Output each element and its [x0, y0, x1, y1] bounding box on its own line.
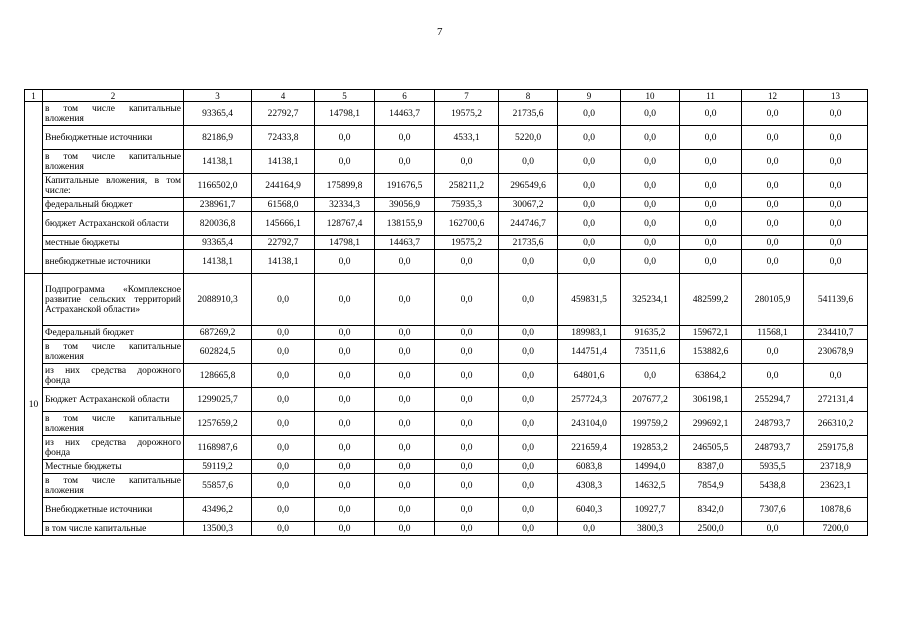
row-label: Капитальные вложения, в том числе:	[43, 174, 184, 198]
value-cell: 14463,7	[375, 102, 435, 126]
value-cell: 0,0	[742, 250, 804, 274]
value-cell: 0,0	[315, 412, 375, 436]
value-cell: 0,0	[742, 198, 804, 212]
value-cell: 0,0	[804, 174, 868, 198]
value-cell: 0,0	[742, 364, 804, 388]
value-cell: 0,0	[621, 364, 680, 388]
value-cell: 0,0	[499, 498, 558, 522]
value-cell: 221659,4	[558, 436, 621, 460]
value-cell: 602824,5	[184, 340, 252, 364]
header-cell: 1	[25, 90, 43, 102]
value-cell: 192853,2	[621, 436, 680, 460]
value-cell: 0,0	[315, 460, 375, 474]
value-cell: 0,0	[252, 326, 315, 340]
row-number-cell	[25, 102, 43, 274]
value-cell: 0,0	[375, 522, 435, 536]
value-cell: 0,0	[742, 174, 804, 198]
value-cell: 244746,7	[499, 212, 558, 236]
value-cell: 0,0	[804, 126, 868, 150]
value-cell: 207677,2	[621, 388, 680, 412]
value-cell: 0,0	[804, 250, 868, 274]
value-cell: 14994,0	[621, 460, 680, 474]
value-cell: 145666,1	[252, 212, 315, 236]
value-cell: 0,0	[435, 340, 499, 364]
value-cell: 0,0	[558, 102, 621, 126]
value-cell: 23718,9	[804, 460, 868, 474]
table-row	[25, 474, 868, 498]
value-cell: 0,0	[435, 498, 499, 522]
value-cell: 234410,7	[804, 326, 868, 340]
value-cell: 0,0	[621, 250, 680, 274]
table-body	[25, 90, 868, 536]
value-cell: 91635,2	[621, 326, 680, 340]
value-cell: 687269,2	[184, 326, 252, 340]
value-cell: 159672,1	[680, 326, 742, 340]
value-cell: 0,0	[315, 340, 375, 364]
value-cell: 0,0	[804, 212, 868, 236]
value-cell: 19575,2	[435, 236, 499, 250]
value-cell: 0,0	[435, 150, 499, 174]
value-cell: 13500,3	[184, 522, 252, 536]
value-cell: 0,0	[680, 198, 742, 212]
table-row	[25, 436, 868, 460]
row-label: Внебюджетные источники	[43, 126, 184, 150]
value-cell: 0,0	[252, 364, 315, 388]
value-cell: 0,0	[499, 340, 558, 364]
value-cell: 1299025,7	[184, 388, 252, 412]
value-cell: 0,0	[680, 174, 742, 198]
value-cell: 4308,3	[558, 474, 621, 498]
table-row	[25, 198, 868, 212]
value-cell: 0,0	[252, 498, 315, 522]
value-cell: 5220,0	[499, 126, 558, 150]
value-cell: 175899,8	[315, 174, 375, 198]
value-cell: 0,0	[742, 126, 804, 150]
value-cell: 0,0	[315, 250, 375, 274]
value-cell: 257724,3	[558, 388, 621, 412]
value-cell: 0,0	[558, 236, 621, 250]
value-cell: 1257659,2	[184, 412, 252, 436]
value-cell: 0,0	[315, 522, 375, 536]
value-cell: 238961,7	[184, 198, 252, 212]
value-cell: 0,0	[499, 436, 558, 460]
value-cell: 14138,1	[252, 250, 315, 274]
row-label: в том числе капитальные	[43, 522, 184, 536]
value-cell: 0,0	[435, 474, 499, 498]
value-cell: 0,0	[742, 102, 804, 126]
value-cell: 14798,1	[315, 236, 375, 250]
value-cell: 0,0	[315, 326, 375, 340]
row-label: Федеральный бюджет	[43, 326, 184, 340]
value-cell: 14798,1	[315, 102, 375, 126]
value-cell: 14138,1	[252, 150, 315, 174]
value-cell: 0,0	[558, 126, 621, 150]
row-label: в том числе капитальные вложения	[43, 150, 184, 174]
header-cell: 3	[184, 90, 252, 102]
value-cell: 0,0	[680, 150, 742, 174]
value-cell: 5438,8	[742, 474, 804, 498]
value-cell: 0,0	[435, 364, 499, 388]
value-cell: 19575,2	[435, 102, 499, 126]
value-cell: 128665,8	[184, 364, 252, 388]
table-row	[25, 174, 868, 198]
value-cell: 0,0	[621, 212, 680, 236]
value-cell: 0,0	[375, 126, 435, 150]
value-cell: 0,0	[375, 412, 435, 436]
value-cell: 7307,6	[742, 498, 804, 522]
value-cell: 6083,8	[558, 460, 621, 474]
value-cell: 0,0	[742, 340, 804, 364]
value-cell: 0,0	[375, 364, 435, 388]
header-cell: 11	[680, 90, 742, 102]
header-cell: 12	[742, 90, 804, 102]
row-label: Подпрограмма «Комплексное развитие сельских территорий Астраханской области»	[43, 274, 184, 326]
table-row	[25, 250, 868, 274]
row-label: местные бюджеты	[43, 236, 184, 250]
value-cell: 0,0	[499, 474, 558, 498]
table-row	[25, 236, 868, 250]
value-cell: 61568,0	[252, 198, 315, 212]
header-row	[25, 90, 868, 102]
value-cell: 0,0	[742, 150, 804, 174]
value-cell: 0,0	[375, 150, 435, 174]
row-label: Местные бюджеты	[43, 460, 184, 474]
value-cell: 243104,0	[558, 412, 621, 436]
value-cell: 255294,7	[742, 388, 804, 412]
page-number: 7	[437, 26, 443, 38]
value-cell: 259175,8	[804, 436, 868, 460]
value-cell: 0,0	[252, 474, 315, 498]
value-cell: 128767,4	[315, 212, 375, 236]
value-cell: 0,0	[558, 198, 621, 212]
row-label: из них средства дорожного фонда	[43, 436, 184, 460]
value-cell: 59119,2	[184, 460, 252, 474]
table-row	[25, 102, 868, 126]
value-cell: 0,0	[375, 474, 435, 498]
value-cell: 0,0	[621, 198, 680, 212]
header-cell: 9	[558, 90, 621, 102]
value-cell: 21735,6	[499, 236, 558, 250]
value-cell: 0,0	[621, 150, 680, 174]
table-row	[25, 522, 868, 536]
value-cell: 0,0	[680, 126, 742, 150]
value-cell: 0,0	[621, 174, 680, 198]
value-cell: 299692,1	[680, 412, 742, 436]
value-cell: 0,0	[435, 326, 499, 340]
value-cell: 0,0	[499, 388, 558, 412]
value-cell: 0,0	[252, 460, 315, 474]
value-cell: 0,0	[804, 102, 868, 126]
row-label: из них средства дорожного фонда	[43, 364, 184, 388]
row-label: в том числе капитальные вложения	[43, 474, 184, 498]
value-cell: 0,0	[375, 326, 435, 340]
value-cell: 30067,2	[499, 198, 558, 212]
value-cell: 0,0	[499, 274, 558, 326]
value-cell: 0,0	[680, 102, 742, 126]
value-cell: 0,0	[375, 460, 435, 474]
value-cell: 0,0	[499, 326, 558, 340]
value-cell: 0,0	[621, 102, 680, 126]
budget-table	[24, 89, 868, 536]
header-cell: 6	[375, 90, 435, 102]
value-cell: 93365,4	[184, 236, 252, 250]
header-cell: 2	[43, 90, 184, 102]
value-cell: 0,0	[558, 174, 621, 198]
value-cell: 189983,1	[558, 326, 621, 340]
value-cell: 8387,0	[680, 460, 742, 474]
value-cell: 0,0	[680, 250, 742, 274]
value-cell: 72433,8	[252, 126, 315, 150]
value-cell: 0,0	[315, 436, 375, 460]
value-cell: 0,0	[315, 274, 375, 326]
value-cell: 0,0	[680, 236, 742, 250]
value-cell: 10927,7	[621, 498, 680, 522]
value-cell: 0,0	[252, 522, 315, 536]
value-cell: 0,0	[435, 460, 499, 474]
header-cell: 4	[252, 90, 315, 102]
value-cell: 11568,1	[742, 326, 804, 340]
value-cell: 0,0	[252, 274, 315, 326]
value-cell: 266310,2	[804, 412, 868, 436]
value-cell: 153882,6	[680, 340, 742, 364]
header-cell: 7	[435, 90, 499, 102]
value-cell: 0,0	[315, 474, 375, 498]
value-cell: 272131,4	[804, 388, 868, 412]
row-label: в том числе капитальные вложения	[43, 102, 184, 126]
value-cell: 0,0	[375, 250, 435, 274]
value-cell: 6040,3	[558, 498, 621, 522]
value-cell: 0,0	[435, 388, 499, 412]
value-cell: 55857,6	[184, 474, 252, 498]
value-cell: 0,0	[804, 198, 868, 212]
row-label: Бюджет Астраханской области	[43, 388, 184, 412]
value-cell: 0,0	[435, 522, 499, 536]
value-cell: 0,0	[375, 340, 435, 364]
value-cell: 14463,7	[375, 236, 435, 250]
value-cell: 0,0	[742, 212, 804, 236]
value-cell: 75935,3	[435, 198, 499, 212]
value-cell: 0,0	[252, 412, 315, 436]
value-cell: 14632,5	[621, 474, 680, 498]
value-cell: 191676,5	[375, 174, 435, 198]
value-cell: 14138,1	[184, 150, 252, 174]
value-cell: 8342,0	[680, 498, 742, 522]
value-cell: 1168987,6	[184, 436, 252, 460]
value-cell: 73511,6	[621, 340, 680, 364]
row-label: в том числе капитальные вложения	[43, 340, 184, 364]
value-cell: 32334,3	[315, 198, 375, 212]
value-cell: 138155,9	[375, 212, 435, 236]
value-cell: 0,0	[558, 150, 621, 174]
table-row	[25, 498, 868, 522]
value-cell: 482599,2	[680, 274, 742, 326]
value-cell: 230678,9	[804, 340, 868, 364]
header-cell: 10	[621, 90, 680, 102]
table-row	[25, 340, 868, 364]
value-cell: 0,0	[315, 498, 375, 522]
value-cell: 0,0	[315, 126, 375, 150]
table-row	[25, 274, 868, 326]
value-cell: 325234,1	[621, 274, 680, 326]
value-cell: 0,0	[375, 388, 435, 412]
table-row	[25, 460, 868, 474]
value-cell: 23623,1	[804, 474, 868, 498]
value-cell: 0,0	[315, 364, 375, 388]
value-cell: 64801,6	[558, 364, 621, 388]
value-cell: 1166502,0	[184, 174, 252, 198]
value-cell: 0,0	[252, 436, 315, 460]
value-cell: 4533,1	[435, 126, 499, 150]
value-cell: 0,0	[558, 522, 621, 536]
value-cell: 541139,6	[804, 274, 868, 326]
value-cell: 0,0	[804, 236, 868, 250]
value-cell: 0,0	[252, 388, 315, 412]
value-cell: 258211,2	[435, 174, 499, 198]
value-cell: 0,0	[499, 250, 558, 274]
value-cell: 820036,8	[184, 212, 252, 236]
value-cell: 144751,4	[558, 340, 621, 364]
value-cell: 0,0	[742, 236, 804, 250]
value-cell: 0,0	[315, 388, 375, 412]
value-cell: 82186,9	[184, 126, 252, 150]
value-cell: 0,0	[375, 274, 435, 326]
table-row	[25, 212, 868, 236]
value-cell: 0,0	[680, 212, 742, 236]
value-cell: 0,0	[804, 150, 868, 174]
value-cell: 0,0	[558, 250, 621, 274]
value-cell: 0,0	[435, 250, 499, 274]
value-cell: 39056,9	[375, 198, 435, 212]
value-cell: 2500,0	[680, 522, 742, 536]
value-cell: 2088910,3	[184, 274, 252, 326]
value-cell: 162700,6	[435, 212, 499, 236]
row-label: Внебюджетные источники	[43, 498, 184, 522]
value-cell: 5935,5	[742, 460, 804, 474]
table-row	[25, 388, 868, 412]
value-cell: 93365,4	[184, 102, 252, 126]
table-row	[25, 364, 868, 388]
value-cell: 0,0	[621, 236, 680, 250]
value-cell: 244164,9	[252, 174, 315, 198]
value-cell: 0,0	[499, 412, 558, 436]
value-cell: 0,0	[375, 498, 435, 522]
value-cell: 21735,6	[499, 102, 558, 126]
value-cell: 280105,9	[742, 274, 804, 326]
header-cell: 8	[499, 90, 558, 102]
row-label: федеральный бюджет	[43, 198, 184, 212]
value-cell: 22792,7	[252, 236, 315, 250]
value-cell: 0,0	[804, 364, 868, 388]
value-cell: 0,0	[499, 460, 558, 474]
row-number-cell: 10	[25, 274, 43, 536]
value-cell: 43496,2	[184, 498, 252, 522]
value-cell: 14138,1	[184, 250, 252, 274]
value-cell: 0,0	[315, 150, 375, 174]
row-label: бюджет Астраханской области	[43, 212, 184, 236]
value-cell: 459831,5	[558, 274, 621, 326]
value-cell: 10878,6	[804, 498, 868, 522]
value-cell: 296549,6	[499, 174, 558, 198]
value-cell: 3800,3	[621, 522, 680, 536]
value-cell: 7854,9	[680, 474, 742, 498]
value-cell: 22792,7	[252, 102, 315, 126]
value-cell: 0,0	[435, 274, 499, 326]
value-cell: 246505,5	[680, 436, 742, 460]
value-cell: 248793,7	[742, 412, 804, 436]
header-cell: 5	[315, 90, 375, 102]
value-cell: 7200,0	[804, 522, 868, 536]
value-cell: 0,0	[621, 126, 680, 150]
table-row	[25, 412, 868, 436]
value-cell: 0,0	[499, 150, 558, 174]
table-row	[25, 126, 868, 150]
value-cell: 0,0	[375, 436, 435, 460]
value-cell: 248793,7	[742, 436, 804, 460]
row-label: в том числе капитальные вложения	[43, 412, 184, 436]
value-cell: 199759,2	[621, 412, 680, 436]
value-cell: 0,0	[499, 522, 558, 536]
value-cell: 0,0	[435, 412, 499, 436]
header-cell: 13	[804, 90, 868, 102]
value-cell: 0,0	[742, 522, 804, 536]
value-cell: 63864,2	[680, 364, 742, 388]
value-cell: 306198,1	[680, 388, 742, 412]
value-cell: 0,0	[558, 212, 621, 236]
value-cell: 0,0	[435, 436, 499, 460]
value-cell: 0,0	[499, 364, 558, 388]
row-label: внебюджетные источники	[43, 250, 184, 274]
value-cell: 0,0	[252, 340, 315, 364]
table-row	[25, 326, 868, 340]
table-row	[25, 150, 868, 174]
